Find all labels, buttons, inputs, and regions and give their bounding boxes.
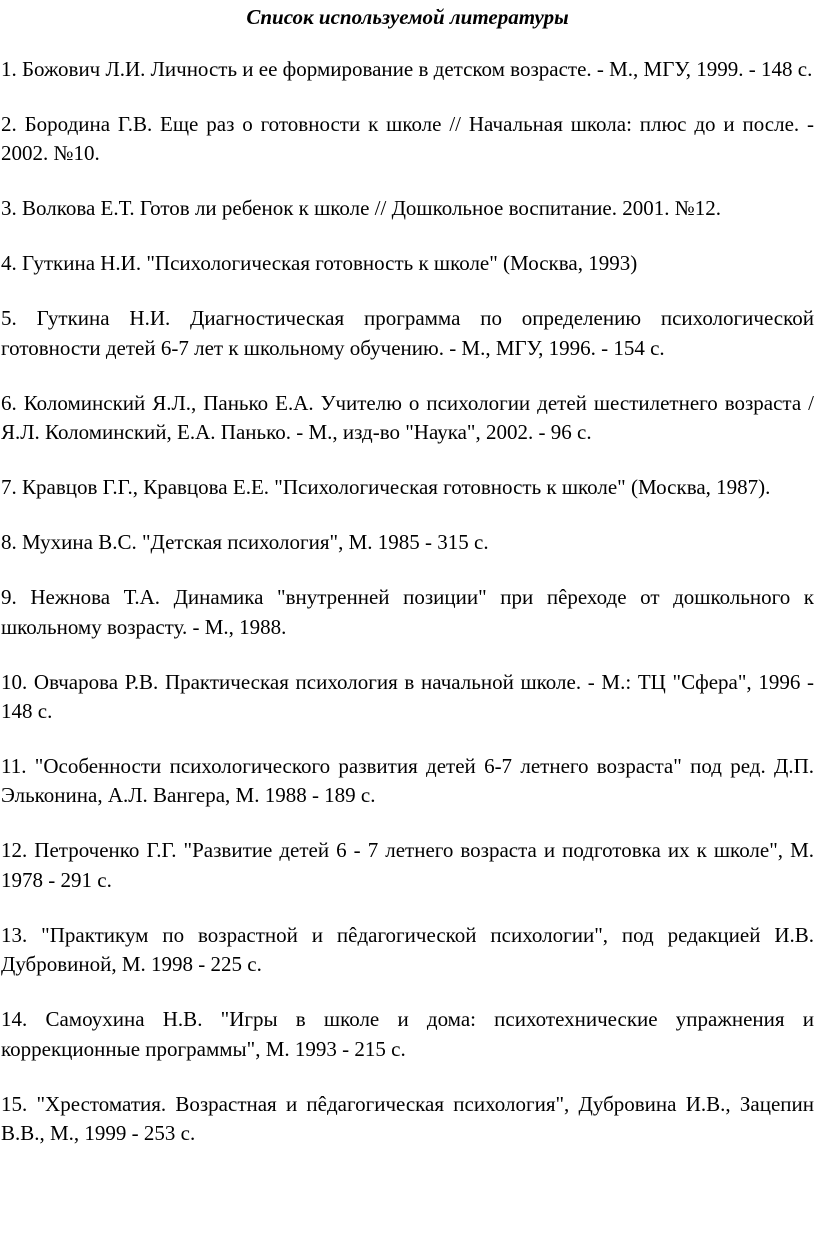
reference-item: 6. Коломинский Я.Л., Панько Е.А. Учителю о психологии детей шестилетнего возраста / Я.Л. Коломинский, Е.А. Панько. - М., изд-во "Наука", 2002. - 96 с. — [1, 390, 814, 445]
reference-item: 11. "Особенности психологического развития детей 6-7 летнего возраста" под ред. Д.П. Эльконина, А.Л. Вангера, М. 1988 - 189 с. — [1, 754, 814, 808]
reference-item: 14. Самоухина Н.В. "Игры в школе и дома: психотехнические упражнения и коррекционные программы", М. 1993 - 215 с. — [1, 1007, 814, 1061]
reference-item: 15. "Хрестоматия. Возрастная и пêдагогическая психология", Дубровина И.В., Зацепин В.В., М., 1999 - 253 с. — [1, 1091, 814, 1146]
reference-item: 9. Нежнова Т.А. Динамика "внутренней позиции" при пêреходе от дошкольного к школьному возрасту. - М., 1988. — [1, 585, 814, 639]
reference-item: 5. Гуткина Н.И. Диагностическая программа по определению психологической готовности детей 6-7 лет к школьному обучению. - М., МГУ, 1996. - 154 с. — [1, 306, 814, 360]
reference-item: 8. Мухина В.С. "Детская психология", М. 1985 - 315 с. — [1, 530, 489, 555]
page-title: Список используемой литературы — [246, 5, 569, 29]
reference-list — [1, 55, 814, 1148]
reference-item: 13. "Практикум по возрастной и пêдагогической психологии", под редакцией И.В. Дубровиной, М. 1998 - 225 с. — [1, 922, 814, 977]
reference-item: 7. Кравцов Г.Г., Кравцова Е.Е. "Психологическая готовность к школе" (Москва, 1987). — [1, 475, 771, 500]
reference-item: 12. Петроченко Г.Г. "Развитие детей 6 - 7 летнего возраста и подготовка их к школе", М. 1978 - 291 с. — [1, 838, 814, 892]
reference-item: 1. Божович Л.И. Личность и ее формирование в детском возрасте. - М., МГУ, 1999. - 148 с. — [1, 57, 813, 81]
reference-item: 2. Бородина Г.В. Еще раз о готовности к школе // Начальная школа: плюс до и после. - 2002. №10. — [1, 112, 814, 166]
reference-item: 10. Овчарова Р.В. Практическая психология в начальной школе. - М.: ТЦ "Сфера", 1996 - 148 с. — [1, 669, 814, 724]
reference-item: 4. Гуткина Н.И. "Психологическая готовность к школе" (Москва, 1993) — [1, 251, 638, 276]
reference-item: 3. Волкова Е.Т. Готов ли ребенок к школе // Дошкольное воспитание. 2001. №12. — [1, 196, 722, 221]
